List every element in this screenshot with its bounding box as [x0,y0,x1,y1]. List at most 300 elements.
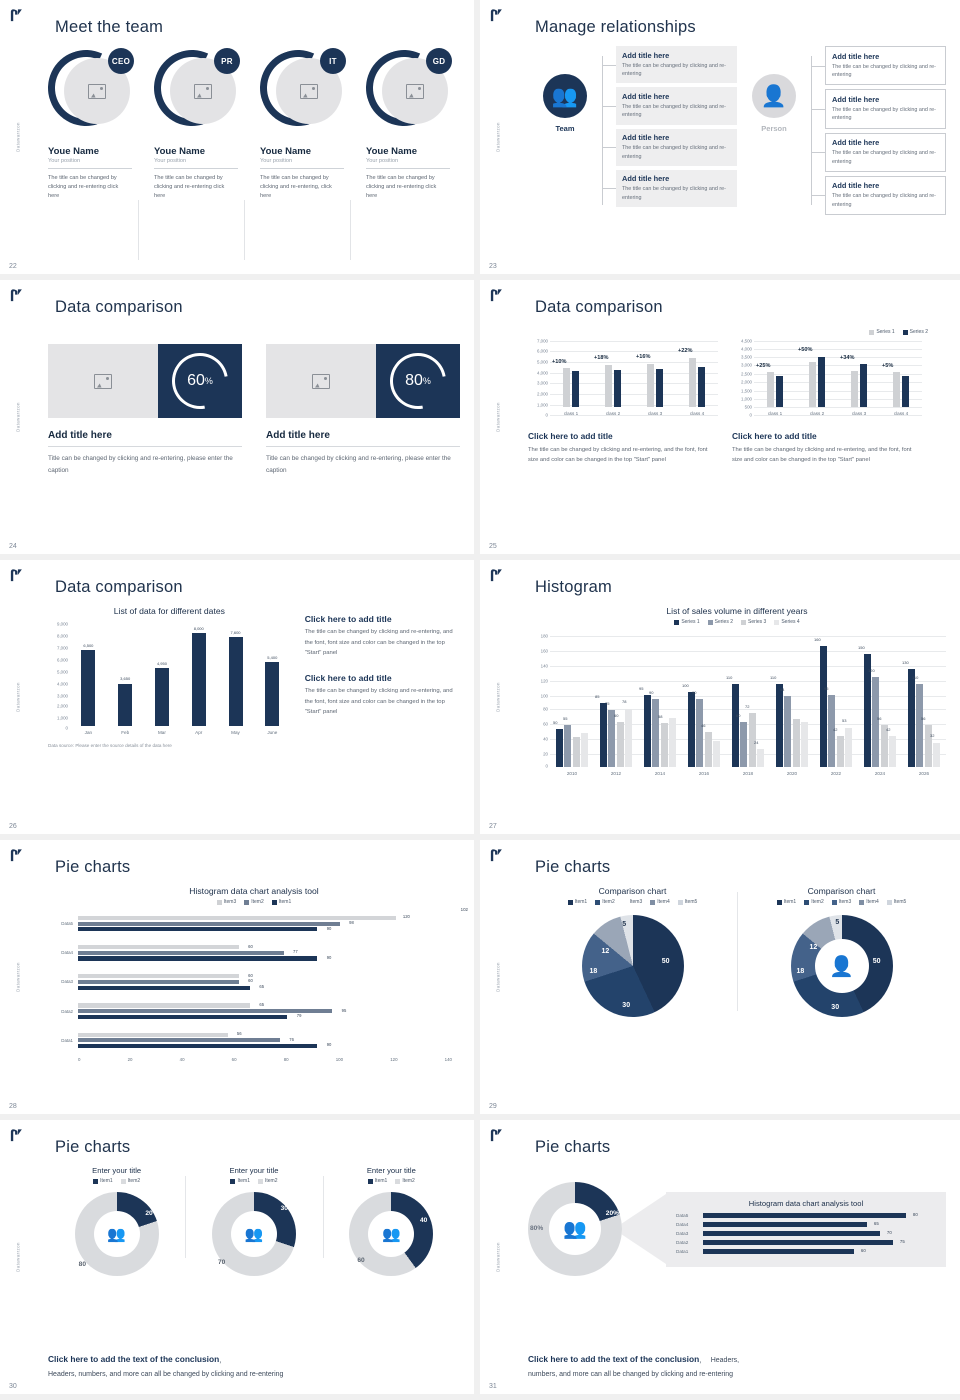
y-axis [528,339,550,421]
person-badge-icon: 👤 [829,955,854,978]
team-card-column [602,46,737,215]
row-label: Data5 [676,1212,689,1218]
slice-label: 18 [796,968,805,976]
bar-value-label: 3,650 [120,676,131,682]
donut-chart[interactable] [349,1192,433,1276]
legend-item [859,899,879,905]
team-member[interactable] [154,50,248,202]
bar-value-label: 98 [349,920,354,925]
page-number: 31 [489,1383,497,1390]
bar-value-label: 58 [658,714,663,720]
card-visual [266,344,460,418]
y-tick: 5,000 [537,359,548,365]
x-tick: class 4 [893,411,909,416]
percent-number: 60 [187,372,205,389]
bar-value-label: 60 [248,978,253,984]
divider-vertical [244,200,245,260]
legend-item [395,1178,415,1184]
pie-chart-block [528,886,737,1017]
bar-value-label: 95 [824,685,829,691]
growth-label: +5% [882,362,894,369]
bar-value-label: 95 [639,685,644,691]
bar-value-label: 110 [770,674,777,680]
card-desc: The title can be changed by clicking and re-entering [622,145,726,160]
slide-25 [480,280,960,560]
bar-group [814,631,858,767]
bar-group [217,620,254,726]
page-number: 25 [489,543,497,550]
legend-item [674,619,699,625]
x-tick: 2012 [610,771,622,776]
x-tick: 40 [179,1057,185,1062]
y-tick: 4,500 [741,338,752,344]
card-desc: The title can be changed by clicking and re-entering [832,193,936,208]
card-desc: The title can be changed by clicking and re-entering [622,103,726,119]
team-group-icon: 👥 [543,74,587,118]
slice-label: 70 [217,1258,226,1266]
slice-label: 80 [78,1260,86,1268]
avatar [260,50,344,134]
y-tick: 40 [543,736,548,742]
bar-group [796,339,838,407]
growth-label: +34% [840,354,855,361]
bar-group [550,631,594,767]
y-tick: 3,000 [57,693,68,699]
bar-row [676,1231,936,1236]
page-title: Pie charts [535,858,611,876]
x-axis [78,1057,452,1069]
slide-side-label: Datawarrzon [495,122,501,152]
legend-label: Item1 [237,1178,250,1184]
legend-label: Item2 [127,1178,141,1184]
info-card[interactable] [616,46,737,83]
bar-value-label: 24 [754,740,759,746]
slide-27 [480,560,960,840]
bar-value-label: 95 [341,1007,347,1013]
slice-label: 30 [280,1205,288,1213]
y-tick: 7,000 [537,338,548,344]
card-desc: The title can be changed by clicking and re-entering [622,186,726,201]
legend-item [741,619,766,625]
bar-value-label: 72 [745,703,750,709]
chart-title: Histogram data chart analysis tool [189,886,319,896]
chart-title: List of data for different dates [113,606,225,616]
x-tick: Feb [121,730,130,735]
x-tick: Jan [84,730,93,735]
bar-group [254,620,291,726]
slide-31-body [528,1166,946,1378]
y-tick: 0 [545,763,548,769]
slice-label: 50 [661,957,670,965]
people-icon: 👥 [244,1226,264,1243]
page-number: 30 [9,1383,17,1390]
percent-number: 80 [405,372,423,389]
bar-value-label: 6,500 [83,642,94,648]
divider [48,168,132,169]
team-node[interactable] [528,46,602,215]
member-description: The title can be changed by clicking and re-entering click here [366,175,437,200]
chart-legend [528,619,946,625]
row-label: Data1 [676,1248,689,1254]
legend-label: Series 3 [748,619,767,625]
row-label: Data4 [676,1221,689,1227]
y-tick: 2,000 [57,703,68,709]
image-placeholder-icon [406,84,424,99]
avatar [154,50,238,134]
bar-value-label: 56 [921,715,926,721]
bar-group [107,620,144,726]
member-name: Youe Name [260,146,312,157]
y-tick: 0 [749,412,752,418]
legend-item [258,1178,278,1184]
bar-group [676,339,718,407]
y-tick: Data5 [61,921,73,927]
growth-label: +25% [756,362,771,369]
bar-group [902,631,946,767]
x-tick: class 2 [605,411,621,416]
growth-label: +50% [798,347,813,354]
brand-logo-icon [489,8,504,23]
legend-item [832,899,852,905]
x-tick: 20 [127,1057,133,1062]
slide-29 [480,840,960,1120]
y-tick: 80 [543,706,548,712]
legend-item [774,619,799,625]
legend-item [777,899,797,905]
x-tick: Apr [195,730,203,735]
member-position: Your position [260,158,293,164]
donut-block [48,1166,185,1276]
donut-title: Enter your title [229,1166,279,1175]
growth-label: +18% [594,354,609,361]
y-tick: 500 [744,404,752,410]
y-axis [48,620,70,740]
x-axis [754,409,922,421]
bar-value-label: 120 [402,914,410,920]
member-description: The title can be changed by clicking and re-entering, click here [260,175,332,200]
y-tick: 3,000 [741,362,752,368]
conclusion-text: Headers, [710,1357,740,1364]
percent-donut [390,353,446,409]
legend-label: Item1 [100,1178,113,1184]
legend-item [368,1178,388,1184]
image-area [266,344,376,418]
slice-label: 12 [601,947,610,955]
info-card[interactable] [825,133,946,172]
team-member[interactable] [260,50,354,202]
donut-center [368,1211,414,1257]
page-title: Pie charts [535,1138,611,1156]
member-name: Youe Name [366,146,418,157]
y-tick: 7,000 [57,645,68,651]
callout-connector [622,1194,666,1264]
bar-value-label: 50 [553,719,558,725]
team-member[interactable] [48,50,142,202]
bar-row [676,1240,936,1245]
people-icon: 👥 [107,1226,126,1243]
card-title: Add title here [832,181,880,191]
slide-27-body [528,606,946,818]
bar-series [754,339,922,407]
page-number: 29 [489,1103,497,1110]
y-tick: 160 [540,648,548,653]
info-card[interactable] [616,129,737,166]
info-card[interactable] [825,46,946,85]
x-tick: class 1 [767,411,783,416]
team-member[interactable] [366,50,460,202]
member-name: Youe Name [154,146,206,157]
bar-value-label: 77 [293,949,298,955]
panel-title: Histogram data chart analysis tool [748,1198,864,1208]
avatar [48,50,132,134]
slide-28-body [48,886,468,1098]
bar-chart [528,339,718,421]
card-title: Add title here [48,430,112,441]
role-badge: IT [320,48,346,74]
slice-label: 20 [145,1210,153,1218]
bar-group [78,997,452,1026]
card-title: Add title here [832,138,880,148]
x-tick: 2020 [786,771,798,776]
x-tick: June [267,730,278,735]
bar-series [550,339,718,407]
bar-value-label: 90 [692,689,697,695]
card-title: Add title here [622,91,670,101]
legend-label: Item4 [657,899,670,905]
plot-area [550,339,718,407]
conclusion-text-2: numbers, and more can all be changed by clicking and re-entering [528,1371,734,1378]
bar-value-label: 94 [780,687,785,693]
legend-label: Item5 [684,899,698,905]
image-area [48,344,158,418]
plot-area [70,620,291,726]
bar-value-label: 80 [912,1211,918,1217]
divider [260,168,344,169]
comparison-card[interactable] [48,344,242,476]
y-tick: 9,000 [57,621,68,627]
legend-label: Item4 [866,899,879,905]
legend-label: Series 1 [876,329,895,335]
card-title: Add title here [832,51,880,61]
legend-item [708,619,733,625]
page-title: Pie charts [55,858,131,876]
bar-value-label: 130 [902,660,909,665]
legend-label: Item1 [783,899,797,905]
page-title: Pie charts [55,1138,131,1156]
donut-title: Enter your title [366,1166,416,1175]
bar-series [70,620,291,726]
bar-value-label: 32 [930,733,935,739]
member-description: The title can be changed by clicking and re-entering click here [154,175,225,200]
x-tick: Mar [157,730,166,735]
chart-title: Comparison chart [807,886,876,896]
x-tick: 100 [335,1057,344,1062]
donut-chart[interactable] [75,1192,159,1276]
bar-value-label: 7,600 [230,629,241,635]
bar-group [770,631,814,767]
bar-group [78,967,452,996]
donut-and-panel [528,1182,946,1276]
y-tick: 180 [540,633,548,638]
x-tick: 120 [390,1057,398,1062]
image-placeholder-icon [88,84,106,99]
bar-value-label: 5,400 [267,655,278,661]
pie-chart-block [737,886,946,1017]
slice-label: 50 [872,957,881,965]
divider-vertical [138,200,139,260]
bar-value-label: 60 [860,1247,866,1253]
bar-value-label: 55 [563,715,568,721]
y-tick: 1,000 [741,396,752,402]
block-text: The title can be changed by clicking and re-entering, and the font, font size and color can be changed in the top "Start" panel [304,629,453,657]
slice-label: 18 [589,968,598,976]
plot-area [78,907,468,1055]
conclusion-comma: ， [699,1357,707,1364]
bar-value-label: 160 [814,636,821,642]
legend-item [678,899,698,905]
info-card[interactable] [616,87,737,124]
info-card[interactable] [825,176,946,215]
plot-area [550,631,946,767]
bar-group [78,938,452,967]
card-desc: The title can be changed by clicking and re-entering [832,150,936,165]
bar-value-label: 42 [833,726,838,732]
chart-legend [323,1178,460,1184]
bar-value-label: 79 [296,1013,302,1019]
plot-area [754,339,922,407]
bar-value-label: 56 [877,715,882,721]
page-title: Manage relationships [535,18,696,36]
legend-label: Item1 [278,899,292,905]
y-tick: 3,500 [741,354,752,360]
bar-group [754,339,796,407]
slice-label: 30 [831,1004,840,1011]
info-card[interactable] [825,89,946,128]
block-title: Click here to add title [304,672,392,683]
slice-label: 5 [835,919,840,926]
x-tick: class 1 [563,411,579,416]
y-tick: 4,000 [57,681,68,687]
y-tick: 2,000 [741,379,752,385]
y-tick: 3,000 [537,380,548,386]
card-desc: The title can be changed by clicking and re-entering [622,62,726,78]
slide-23-body [528,46,946,258]
chart-legend [48,1178,185,1184]
block-text: The title can be changed by clicking and re-entering, and the font, font size and color can be changed in the top "Start" panel [304,687,453,716]
x-tick: 0 [78,1057,81,1062]
page-number: 24 [9,543,17,550]
y-tick: 2,500 [741,371,752,377]
pie-chart[interactable] [582,915,684,1017]
legend-label: Series 1 [681,619,700,625]
x-axis [550,769,946,781]
brand-logo-icon [489,1128,504,1143]
x-tick: 140 [444,1057,452,1062]
donut-chart[interactable] [528,1182,622,1276]
growth-label: +10% [552,358,567,365]
bar-value-label: 60 [248,972,253,978]
slide-side-label: Datawarrzon [495,962,501,992]
x-tick: class 2 [809,411,825,416]
brand-logo-icon [9,568,24,583]
person-node[interactable] [737,46,811,215]
slide-side-label: Datawarrzon [15,402,21,432]
bar-group [550,339,592,407]
role-badge: CEO [108,48,134,74]
relationship-diagram [528,46,946,215]
bar-value-label: 150 [858,645,865,651]
donut-block [185,1166,322,1276]
donut-chart[interactable] [791,915,893,1017]
legend-label: Item3 [223,899,237,905]
bar-value-label: 85 [595,694,600,699]
slide-side-label: Datawarrzon [495,1242,501,1272]
caption-title: Click here to add title [528,431,613,441]
y-tick: 4,000 [741,346,752,352]
donut-center [231,1211,277,1257]
slice-label: 60 [357,1257,365,1265]
percent-donut [172,353,228,409]
bar-value-label: 70 [886,1229,892,1235]
y-tick: 5,000 [57,669,68,675]
percent-value [390,353,446,409]
bar-group [180,620,217,726]
legend-label: Item2 [251,899,264,905]
y-axis [528,631,550,781]
role-badge: PR [214,48,240,74]
bar-group [634,339,676,407]
brand-logo-icon [489,848,504,863]
legend-label: Item1 [574,899,588,905]
bar-chart [48,620,291,740]
slice-label: 12 [809,943,818,951]
y-tick: 1,000 [57,715,68,721]
chart-block [48,606,291,748]
y-axis [732,339,754,421]
bar-group [838,339,880,407]
x-tick: 2010 [566,771,578,776]
info-card[interactable] [616,170,737,207]
bar-value-label: 90 [649,689,654,695]
member-name: Youe Name [48,146,100,157]
comparison-card[interactable] [266,344,460,476]
y-tick: 100 [540,693,548,698]
chart-source-note: Data source: Please enter the source details of the data here [48,743,172,748]
horizontal-bar-chart [48,907,468,1069]
bar-value-label: 65 [259,1001,265,1007]
donut-block [323,1166,460,1276]
donut-chart[interactable] [212,1192,296,1276]
connector-spine [602,56,603,205]
y-tick: 20 [543,751,548,757]
card-desc: Title can be changed by clicking and re-entering, please enter the caption [266,455,451,474]
bar-value-label: 120 [868,668,875,674]
legend-item [272,899,292,905]
pie-chart-pair [528,886,946,1017]
bar-value-label: 60 [614,713,619,719]
y-tick: 4,000 [537,370,548,376]
avatar [366,50,450,134]
legend-item [887,899,907,905]
legend-label: Item1 [374,1178,388,1184]
bar-group [78,1026,452,1055]
legend-item [804,899,824,905]
legend-label: Item2 [811,899,824,905]
bar-group [594,631,638,767]
card-title: Add title here [622,174,670,184]
slide-side-label: Datawarrzon [495,402,501,432]
bar-group [880,339,922,407]
